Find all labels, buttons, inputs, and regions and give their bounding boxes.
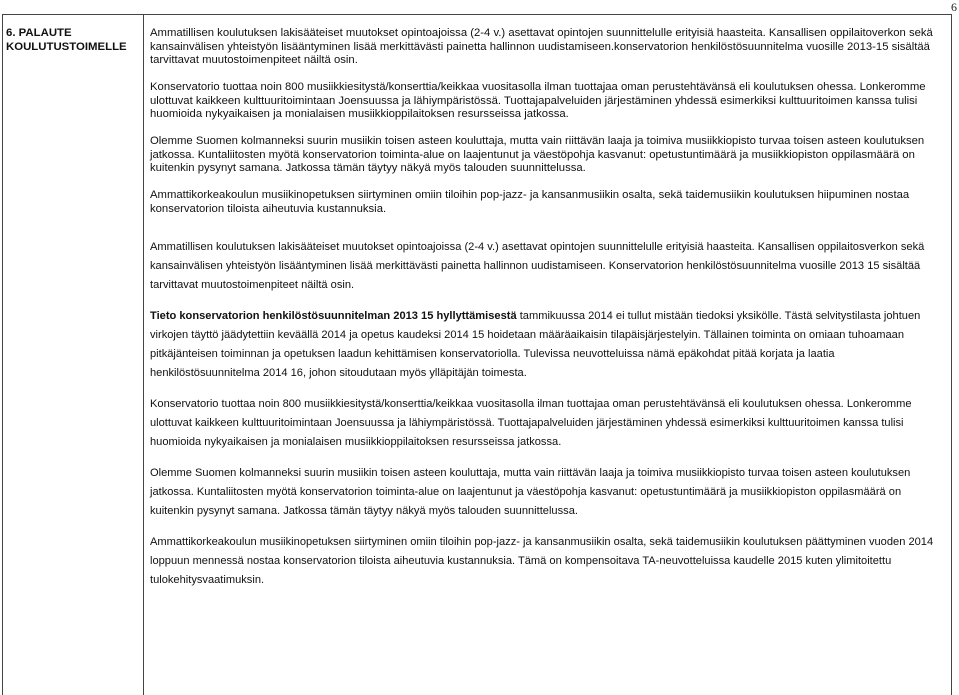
- section-heading-line2: KOULUTUSTOIMELLE: [6, 40, 127, 53]
- paragraph-concerts: Konservatorio tuottaa noin 800 musiikkiesitystä/konserttia/keikkaa vuositasolla ilman tuottajaa oman perustehtävänsä eli koulutuksen ohessa. Lonkeromme ulottuvat kaikkeen kulttuuritoimintaan Joensuussa ja lähiympäristössä. Tuottajapalveluiden järjestäminen yhdessä esimerkiksi kulttuuritoimen kanssa tulisi huomioida nykyaikaisen ja monialaisen musiikkioppilaitoksen resursseissa jatkossa.: [150, 81, 926, 120]
- page-number: 6: [951, 0, 957, 14]
- staff-plan-emphasis: Tieto konservatorion henkilöstösuunnitelman 2013 15 hyllyttämisestä: [150, 310, 517, 322]
- content-version-1: [150, 27, 946, 216]
- section-heading-line1: 6. PALAUTE: [6, 27, 72, 39]
- paragraph-third-largest: Olemme Suomen kolmanneksi suurin musiikin toisen asteen kouluttaja, mutta vain riittävän laaja ja toimiva musiikkiopisto turvaa toisen asteen koulutuksen jatkossa. Kuntaliitosten myötä konservatorion toiminta-alue on laajentunut ja väestöpohja kasvanut: opetustuntimäärä ja musiikkiopiston oppilasmäärä on kuitenkin pysynyt samana. Jatkossa tämän täytyy näkyä myös talouden suunnittelussa.: [150, 135, 925, 174]
- paragraph-third-largest-revised: Olemme Suomen kolmanneksi suurin musiikin toisen asteen kouluttaja, mutta vain riittävän laaja ja toimiva musiikkiopisto turvaa toisen asteen koulutuksen jatkossa. Kuntaliitosten myötä konservatorion toiminta-alue on laajentunut ja väestöpohja kasvanut: opetustuntimäärä ja musiikkiopiston oppilasmäärä on kuitenkin pysynyt samana. Jatkossa tämän täytyy näkyä myös talouden suunnittelussa.: [150, 467, 911, 517]
- paragraph-concerts-revised: Konservatorio tuottaa noin 800 musiikkiesitystä/konserttia/keikkaa vuositasolla ilman tuottajaa oman perustehtävänsä eli koulutuksen ohessa. Lonkeromme ulottuvat kaikkeen kulttuuritoimintaan Joensuussa ja lähiympäristössä. Tuottajapalveluiden järjestäminen yhdessä esimerkiksi kulttuuritoimen kanssa tulisi huomioida nykyaikaisen ja monialaisen musiikkioppilaitoksen resursseissa jatkossa.: [150, 398, 912, 448]
- paragraph-study-times: Ammatillisen koulutuksen lakisääteiset muutokset opintoajoissa (2-4 v.) asettavat opintojen suunnittelulle erityisiä haasteita. Kansallisen oppilaitoverkon sekä kansainvälisen yhteistyön lisääntyminen lisää merkittävästi painetta hallinnon uudistamiseen.konservatorion henkilöstösuunnitelma vuosille 2013-15 sisältää tarvittavat muutostoimenpiteet näiltä osin.: [150, 27, 933, 66]
- document-table: [2, 14, 952, 695]
- section-label-cell: [3, 15, 144, 695]
- staff-plan-text: tammikuussa 2014 ei tullut mistään tiedoksi yksikölle. Tästä selvitystilasta johtuen virkojen täyttö jäädytettiin keväällä 2014 ja opetus kaudeksi 2014 15 hoidetaan määräaikaisin tilapäisjärjestelyin. Tällainen toiminta on omiaan tuhoamaan pitkäjänteisen toiminnan ja opetuksen laadun kehittämisen konservatoriolla. Tulevissa neuvotteluissa nämä epäkohdat pitää korjata ja laatia henkilöstösuunnitelma 2014 16, johon sitoudutaan myös ylläpitäjän toimesta.: [150, 310, 921, 379]
- paragraph-staff-plan: [150, 307, 946, 383]
- section-heading: [6, 27, 127, 54]
- paragraph-polytechnic: Ammattikorkeakoulun musiikinopetuksen siirtyminen omiin tiloihin pop-jazz- ja kansanmusiikin osalta, sekä taidemusiikin koulutuksen hiipuminen nostaa konservatorion tiloista aiheutuvia kustannuksia.: [150, 189, 910, 215]
- paragraph-study-times-revised: Ammatillisen koulutuksen lakisääteiset muutokset opintoajoissa (2-4 v.) asettavat opintojen suunnittelulle erityisiä haasteita. Kansallisen oppilaitosverkon sekä kansainvälisen yhteistyön lisääntyminen lisää merkittävästi painetta hallinnon uudistamiseen. Konservatorion henkilöstösuunnitelma vuosille 2013 15 sisältää tarvittavat muutostoimenpiteet näiltä osin.: [150, 241, 925, 291]
- paragraph-polytechnic-revised: Ammattikorkeakoulun musiikinopetuksen siirtyminen omiin tiloihin pop-jazz- ja kansanmusiikin osalta, sekä taidemusiikin koulutuksen päättyminen vuoden 2014 loppuun mennessä nostaa konservatorion tiloista aiheutuvia kustannuksia. Tämä on kompensoitava TA-neuvotteluissa kaudelle 2015 kuten ylimitoitettu tulokehitysvaatimuksin.: [150, 536, 934, 586]
- section-content-cell: [150, 27, 946, 590]
- content-version-2: [150, 238, 946, 590]
